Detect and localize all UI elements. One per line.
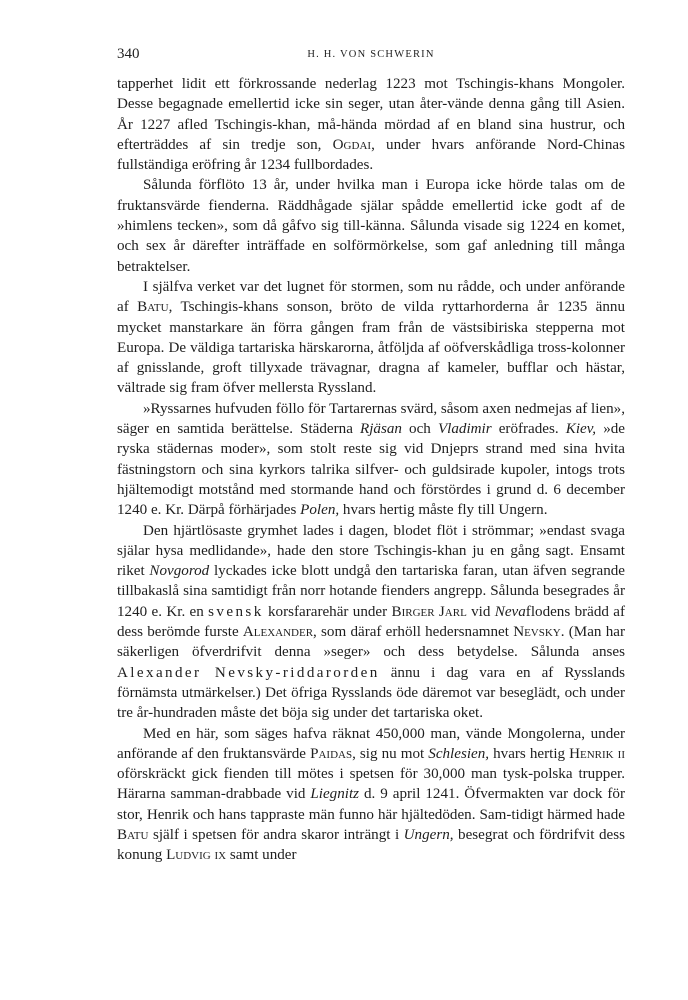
text-run: lyckades icke blott undgå den tartariska faran, utan äfven segrande tillbakaslå sina samtidigt från norr hotande fienders angrepp. Sålunda besegrades år 1240 e. Kr. en — [117, 563, 625, 620]
italic-place-name: Ungern, — [403, 826, 454, 843]
italic-place-name: Vladimir — [437, 421, 492, 438]
italic-place-name: Polen, — [300, 502, 340, 519]
paragraph — [117, 724, 625, 866]
text-run: d. 9 april 1241. Öfvermakten var dock för stor, Henrik och hans tappraste män funno här hjältedöden. Sam-tidigt härmed hade — [117, 786, 626, 823]
italic-place-name: Neva — [494, 603, 526, 620]
small-caps-name: Batu — [117, 826, 149, 843]
text-run: själf i spetsen för andra skaror inträngt i — [148, 826, 404, 843]
small-caps-name: Nevsky — [513, 624, 561, 641]
paragraph — [117, 74, 625, 175]
text-run: hvars hertig — [489, 745, 570, 762]
italic-place-name: Schlesien, — [428, 745, 490, 762]
text-run: samt under — [226, 847, 297, 864]
italic-place-name: Liegnitz — [310, 786, 360, 803]
text-run: Sålunda förflöto 13 år, under hvilka man i Europa icke hörde talas om de fruktansvärde fienderna. Räddhågade själar spådde emellertid icke godt af de »himlens tecken», som då gåfvo sig till-känna. Sålunda visade sig 1224 en komet, och sex år därefter inträffade en solförmörkelse, som gaf anledning till många betraktelser. — [117, 177, 625, 275]
text-run: flodens brädd af dess berömde furste — [117, 603, 626, 641]
small-caps-name: Ludvig ix — [166, 847, 227, 864]
text-run: vid — [466, 603, 495, 620]
page-number: 340 — [117, 46, 140, 62]
text-run: , Tschingis-khans sonson, bröto de vilda ryttarhorderna år 1235 ännu mycket manstarkare än förra gången fram från de västsibiriska stepperna mot Europa. De väldiga tartariska härskarorna, åtföljda af oöfverskådliga tross-kolonner af gnisslande, groft tillyxade trävagnar, dragna af kameler, bufflar och hästar, vältrade sig fram öfver mellersta Ryssland. — [117, 299, 626, 397]
paragraph — [117, 399, 625, 521]
text-run: och — [401, 421, 438, 438]
letterspaced-emphasis: svensk — [208, 603, 264, 620]
text-run: hvars hertig måste fly till Ungern. — [339, 502, 548, 519]
text-run: , sig nu mot — [352, 745, 429, 762]
italic-place-name: Kiev, — [565, 421, 597, 438]
running-head: H. H. VON SCHWERIN — [307, 49, 435, 60]
text-run: Den hjärtlösaste grymhet lades i dagen, blodet flöt i strömmar; »endast svaga själar hysa medlidande», hade den store Tschingis-khan ju en gång sagt. Ensamt riket — [117, 522, 625, 580]
letterspaced-emphasis: Alexander Nevsky-riddarorden — [117, 664, 380, 681]
small-caps-name: Paidas — [310, 745, 353, 762]
paragraph — [117, 521, 625, 724]
paragraph — [117, 277, 625, 399]
italic-place-name: Rjäsan — [360, 421, 402, 438]
small-caps-name: Henrik ii — [569, 745, 625, 762]
text-run: korsfararehär under — [263, 603, 392, 620]
body-text — [117, 74, 625, 866]
text-run: , som däraf erhöll hedersnamnet — [313, 624, 514, 641]
text-run: . (Man har säkerligen öfverdrifvit denna »seger» och dess betydelse. Sålunda anses — [117, 624, 625, 661]
paragraph — [117, 175, 625, 276]
page-header — [117, 44, 625, 66]
small-caps-name: Ogdai — [332, 136, 372, 153]
text-run: besegrat och fördrifvit dess konung — [117, 826, 625, 864]
small-caps-name: Birger Jarl — [391, 603, 467, 620]
text-run: ännu i dag vara en af Rysslands förnämsta utmärkelser.) Det öfriga Rysslands öde däremot var beseglädt, och under tre år-hundraden måste det böja sig under det tartariska oket. — [117, 664, 625, 722]
text-run: tapperhet lidit ett förkrossande nederlag 1223 mot Tschingis-khans Mongoler. Desse begagnade emellertid icke sin seger, utan åter-vände denna gång till Asien. År 1227 afled Tschingis-khan, må-hända mördad af en bland sina hustrur, och efterträddes af sin tredje son, — [117, 76, 625, 153]
text-run: »Ryssarnes hufvuden föllo för Tartarernas svärd, såsom axen nedmejas af lien», säger en samtida berättelse. Städerna — [117, 400, 625, 438]
small-caps-name: Batu — [137, 299, 169, 316]
italic-place-name: Novgorod — [149, 563, 210, 580]
text-run: eröfrades. — [491, 421, 566, 438]
text-run: , under hvars anförande Nord-Chinas fullständiga eröfring år 1234 fullbordades. — [117, 136, 625, 174]
text-run: I själfva verket var det lugnet för stormen, som nu rådde, och under anförande af — [117, 278, 625, 316]
small-caps-name: Alexander — [242, 624, 314, 641]
text-run: Med en här, som säges hafva räknat 450,000 man, vände Mongolerna, under anförande af den fruktansvärde — [117, 725, 625, 762]
text-run: »de ryska städernas moder», som stolt reste sig vid Dnjeprs strand med sina hvita fästningstorn och sina kyrkors talrika silfver- och guldsirade kupoler, intogs trots hjältemodigt motstånd med stormande hand och förstördes i grund d. 6 december 1240 e. Kr. Därpå förhärjades — [117, 421, 625, 519]
text-run: oförskräckt gick fienden till mötes i spetsen för 30,000 man tysk-polska trupper. Härarna samman-drabbade vid — [117, 766, 625, 803]
